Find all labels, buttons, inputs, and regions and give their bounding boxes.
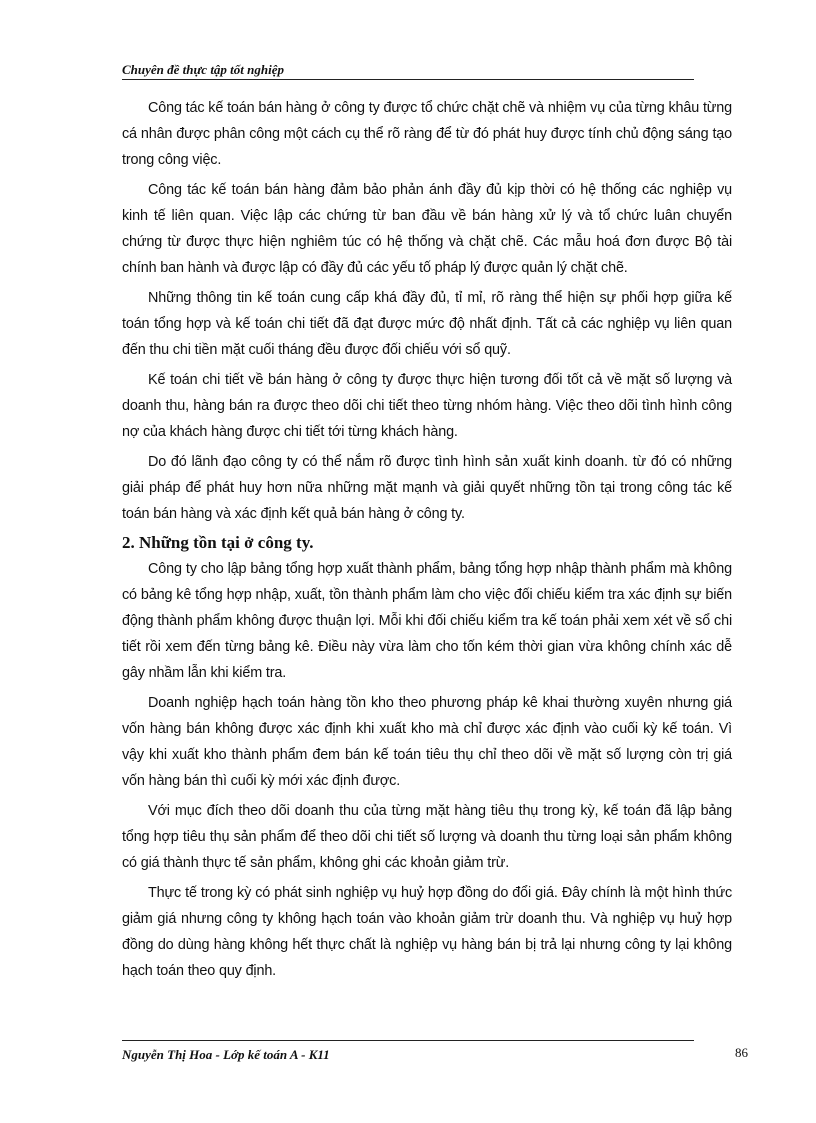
page-header xyxy=(122,62,694,80)
footer-divider xyxy=(122,1040,694,1041)
header-title: Chuyên đề thực tập tốt nghiệp xyxy=(122,62,284,77)
paragraph: Kế toán chi tiết về bán hàng ở công ty được thực hiện tương đối tốt cả về mặt số lượng và doanh thu, hàng bán ra được theo dõi chi tiết theo từng nhóm hàng. Việc theo dõi tình hình công nợ của khách hàng được chi tiết tới từng khách hàng. xyxy=(122,372,732,440)
header-divider xyxy=(122,79,694,80)
section-heading: 2. Những tồn tại ở công ty. xyxy=(122,533,314,552)
page-number: 86 xyxy=(735,1045,748,1060)
paragraph: Công tác kế toán bán hàng đảm bảo phản ánh đầy đủ kịp thời có hệ thống các nghiệp vụ kinh tế liên quan. Việc lập các chứng từ ban đầu về bán hàng xử lý và tổ chức luân chuyển chứng từ được thực hiện nghiêm túc có hệ thống và chặt chẽ. Các mẫu hoá đơn được Bộ tài chính ban hành và được lập có đầy đủ các yếu tố pháp lý được quản lý chặt chẽ. xyxy=(122,182,732,276)
paragraph: Thực tế trong kỳ có phát sinh nghiệp vụ huỷ hợp đồng do đổi giá. Đây chính là một hình thức giảm giá nhưng công ty không hạch toán vào khoản giảm trừ doanh thu. Và nghiệp vụ huỷ hợp đồng do dùng hàng không hết thực chất là nghiệp vụ hàng bán bị trả lại nhưng công ty lại không hạch toán theo quy định. xyxy=(122,885,732,979)
paragraph: Do đó lãnh đạo công ty có thể nắm rõ được tình hình sản xuất kinh doanh. từ đó có những giải pháp để phát huy hơn nữa những mặt mạnh và giải quyết những tồn tại trong công tác kế toán bán hàng và xác định kết quả bán hàng ở công ty. xyxy=(122,454,732,522)
paragraph: Với mục đích theo dõi doanh thu của từng mặt hàng tiêu thụ trong kỳ, kế toán đã lập bảng tổng hợp tiêu thụ sản phẩm để theo dõi chi tiết số lượng và doanh thu từng loại sản phẩm không có giá thành thực tế sản phẩm, không ghi các khoản giảm trừ. xyxy=(122,803,732,871)
footer-row xyxy=(122,1047,748,1065)
page-footer xyxy=(122,1040,748,1065)
footer-author: Nguyễn Thị Hoa - Lớp kế toán A - K11 xyxy=(122,1047,330,1062)
paragraph: Công tác kế toán bán hàng ở công ty được tổ chức chặt chẽ và nhiệm vụ của từng khâu từng cá nhân được phân công một cách cụ thể rõ ràng để từ đó phát huy được tính chủ động sáng tạo trong công việc. xyxy=(122,100,732,168)
paragraph: Doanh nghiệp hạch toán hàng tồn kho theo phương pháp kê khai thường xuyên nhưng giá vốn hàng bán không được xác định khi xuất kho mà chỉ được xác định vào cuối kỳ kế toán. Vì vậy khi xuất kho thành phẩm đem bán kế toán tiêu thụ chỉ theo dõi về mặt số lượng còn trị giá vốn hàng bán thì cuối kỳ mới xác định được. xyxy=(122,695,732,789)
document-body xyxy=(122,95,732,988)
paragraph: Công ty cho lập bảng tổng hợp xuất thành phẩm, bảng tổng hợp nhập thành phẩm mà không có bảng kê tổng hợp nhập, xuất, tồn thành phẩm làm cho việc đối chiếu kiểm tra xác định sự biến động thành phẩm không được thuận lợi. Mỗi khi đối chiếu kiểm tra kế toán phải xem xét về sổ chi tiết rồi xem đến từng bảng kê. Điều này vừa làm cho tốn kém thời gian vừa không chính xác dễ gây nhầm lẫn khi kiểm tra. xyxy=(122,561,732,681)
paragraph: Những thông tin kế toán cung cấp khá đầy đủ, tỉ mỉ, rõ ràng thể hiện sự phối hợp giữa kế toán tổng hợp và kế toán chi tiết đã đạt được mức độ nhất định. Tất cả các nghiệp vụ liên quan đến thu chi tiền mặt cuối tháng đều được đối chiếu với sổ quỹ. xyxy=(122,290,732,358)
